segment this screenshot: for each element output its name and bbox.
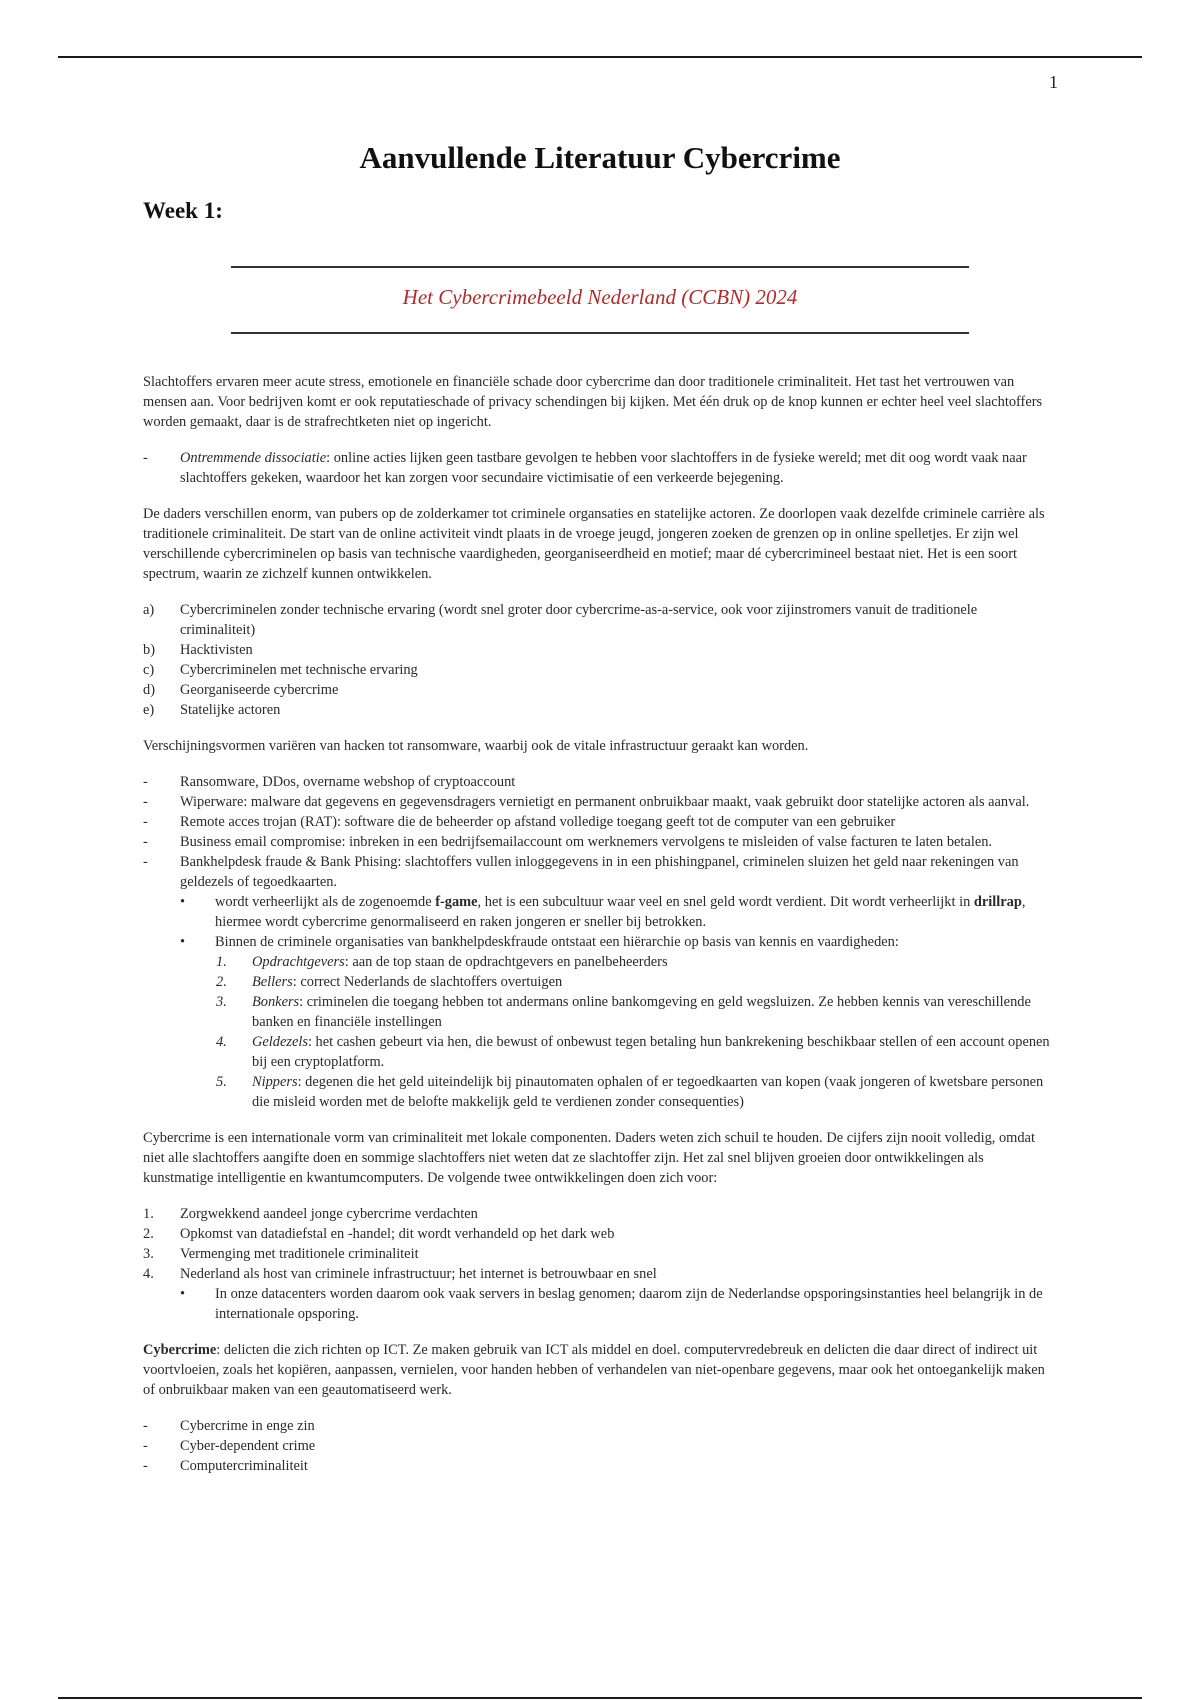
list-marker: 2. <box>143 1226 154 1242</box>
list-item <box>143 852 1055 892</box>
intro-paragraph: Slachtoffers ervaren meer acute stress, emotionele en financiële schade door cybercrime dan door traditionele criminaliteit. Het tast het vertrouwen van mensen aan. Voor bedrijven komt er ook reputatieschade of privacy schendingen bij kijken. Met één druk op de knop kunnen er echter heel veel slachtoffers worden gemaakt, daar is de strafrechtketen niet op ingericht. <box>143 374 1043 430</box>
definition-text: : delicten die zich richten op ICT. Ze maken gebruik van ICT als middel en doel. computervredebreuk en delicten die daar direct of indirect uit voortvloeien, zoals het kopiëren, aanpassen, vernielen, voor handen hebben of verhandelen van niet-openbare gegevens, maar ook het ontoegankelijk maken of onbruikbaar maken van een geautomatiseerd werk. <box>143 1342 1045 1398</box>
footer-rule <box>58 1697 1142 1699</box>
list-marker: 1. <box>143 1206 154 1222</box>
term: Nippers <box>252 1074 298 1090</box>
list-marker: e) <box>143 702 155 718</box>
datacenters-sublist <box>143 1284 1055 1324</box>
list-item <box>143 1204 1055 1224</box>
fgame-text-1: wordt verheerlijkt als de zogenoemde <box>215 894 436 910</box>
term: Opdrachtgevers <box>252 954 345 970</box>
list-item <box>143 932 1055 952</box>
list-marker: c) <box>143 662 155 678</box>
internationaal-paragraph: Cybercrime is een internationale vorm van criminaliteit met lokale componenten. Daders weten zich schuil te houden. De cijfers zijn nooit volledig, omdat niet alle slachtoffers aangifte doen en sommige slachtoffers niet weten dat ze slachtoffer zijn. Het zal snel blijven groeien door ontwikkelingen als kunstmatige intelligentie en kwantumcomputers. De volgende twee ontwikkelingen doen zich voor: <box>143 1130 1035 1186</box>
list-text: : aan de top staan de opdrachtgevers en panelbeheerders <box>344 954 668 970</box>
list-item <box>143 1244 1055 1264</box>
dash-marker: - <box>143 834 148 850</box>
bullet-marker: • <box>180 894 186 910</box>
dash-marker: - <box>143 774 148 790</box>
list-item <box>143 640 1055 660</box>
list-text: : correct Nederlands de slachtoffers overtuigen <box>292 974 563 990</box>
dash-marker: - <box>143 1458 148 1474</box>
bullet-marker: • <box>180 934 186 950</box>
list-text: : degenen die het geld uiteindelijk bij pinautomaten ophalen of er tegoedkaarten van kopen (vaak jongeren of kwetsbare personen die misleid worden met de belofte makkelijk geld te verdienen zonder consequenties) <box>252 1074 1044 1110</box>
list-item <box>143 892 1055 932</box>
document-body <box>143 372 1055 1492</box>
list-marker: b) <box>143 642 155 658</box>
list-text: Zorgwekkend aandeel jonge cybercrime verdachten <box>180 1206 478 1222</box>
list-text: Opkomst van datadiefstal en -handel; dit wordt verhandeld op het dark web <box>180 1226 615 1242</box>
header-rule <box>58 56 1142 58</box>
bullet-marker: • <box>180 1286 186 1302</box>
list-text: Computercriminaliteit <box>180 1458 308 1474</box>
list-item <box>143 1072 1055 1112</box>
list-item <box>143 812 1055 832</box>
fgame-term: f-game <box>435 894 478 910</box>
list-marker: 3. <box>143 1246 154 1262</box>
dash-marker: - <box>143 1418 148 1434</box>
list-marker: 1. <box>216 954 227 970</box>
list-item <box>143 448 1055 488</box>
list-text: Cybercriminelen met technische ervaring <box>180 662 418 678</box>
list-item <box>143 832 1055 852</box>
list-text: : het cashen gebeurt via hen, die bewust of onbewust tegen betaling hun bankrekening beschikbaar stellen of een account openen bij een cryptoplatform. <box>252 1034 1050 1070</box>
list-text: Ransomware, DDos, overname webshop of cryptoaccount <box>180 774 516 790</box>
list-text: Wiperware: malware dat gegevens en gegevensdragers vernietigt en permanent onbruikbaar maakt, vaak gebruikt door statelijke actoren als aanval. <box>180 794 1030 810</box>
subtitle-rule-bottom <box>231 332 969 334</box>
list-marker: 3. <box>216 994 227 1010</box>
vormen-intro-paragraph: Verschijningsvormen variëren van hacken tot ransomware, waarbij ook de vitale infrastructuur geraakt kan worden. <box>143 738 809 754</box>
list-text: Cybercrime in enge zin <box>180 1418 315 1434</box>
term: Ontremmende dissociatie <box>180 450 327 466</box>
list-item <box>143 1284 1055 1324</box>
dash-marker: - <box>143 794 148 810</box>
list-item <box>143 680 1055 700</box>
list-text: Hacktivisten <box>180 642 253 658</box>
definitie-paragraph <box>143 1340 1055 1400</box>
bankhelpdesk-sublist <box>143 892 1055 952</box>
term: Geldezels <box>252 1034 308 1050</box>
list-text: Statelijke actoren <box>180 702 281 718</box>
daders-paragraph: De daders verschillen enorm, van pubers op de zolderkamer tot criminele organsaties en statelijke actoren. Ze doorlopen vaak dezelfde criminele carrière als traditionele criminaliteit. De start van de online activiteit vindt plaats in de vroege jeugd, jongeren zoeken de grenzen op in online spelletjes. Er zijn wel verschillende cybercriminelen op basis van technische vaardigheden, georganiseerdheid en motief; maar dé cybercrimineel bestaat niet. Het is een soort spectrum, waarin ze zichzelf kunnen ontwikkelen. <box>143 506 1045 582</box>
list-marker: 4. <box>143 1266 154 1282</box>
list-item <box>143 772 1055 792</box>
week-heading: Week 1: <box>143 198 223 223</box>
page-number: 1 <box>1049 72 1058 92</box>
dash-marker: - <box>143 450 148 466</box>
verschijningsvormen-list <box>143 772 1055 892</box>
list-text: Georganiseerde cybercrime <box>180 682 339 698</box>
list-marker: d) <box>143 682 155 698</box>
dash-marker: - <box>143 1438 148 1454</box>
termen-list <box>143 1416 1055 1476</box>
list-marker: 4. <box>216 1034 227 1050</box>
list-item <box>143 1264 1055 1284</box>
definition-term: Cybercrime <box>143 1342 217 1358</box>
list-marker: 5. <box>216 1074 227 1090</box>
list-text: Remote acces trojan (RAT): software die de beheerder op afstand volledige toegang geeft tot de computer van een gebruiker <box>180 814 896 830</box>
term: Bellers <box>252 974 293 990</box>
list-item <box>143 1416 1055 1436</box>
fgame-text-2: , het is een subcultuur waar veel en snel geld wordt verdient. Dit wordt verheerlijkt in <box>477 894 974 910</box>
list-item <box>143 992 1055 1032</box>
list-text: Business email compromise: inbreken in een bedrijfsemailaccount om werknemers vervolgens te misleiden of valse facturen te laten betalen. <box>180 834 992 850</box>
dader-types-list <box>143 600 1055 720</box>
list-item <box>143 952 1055 972</box>
list-item <box>143 972 1055 992</box>
subtitle-rule-top <box>231 266 969 268</box>
list-item <box>143 600 1055 640</box>
fgame-text-3: , hiermee wordt cybercrime genormaliseerd en raken jongeren er sneller bij betrokken. <box>215 894 1026 930</box>
drillrap-term: drillrap <box>973 894 1022 910</box>
page-title: Aanvullende Literatuur Cybercrime <box>359 140 841 175</box>
list-marker: a) <box>143 602 155 618</box>
list-text: : criminelen die toegang hebben tot andermans online bankomgeving en geld wegsluizen. Ze hebben kennis van vereschillende banken en financiële instellingen <box>252 994 1031 1030</box>
list-marker: 2. <box>216 974 227 990</box>
list-text: Cyber-dependent crime <box>180 1438 316 1454</box>
list-item <box>143 1456 1055 1476</box>
list-item <box>143 1224 1055 1244</box>
definition-text: : online acties lijken geen tastbare gevolgen te hebben voor slachtoffers in de fysieke wereld; met dit oog wordt vaak naar slachtoffers gekeken, waardoor het kan zorgen voor secundaire victimisatie of een verkeerde bejegening. <box>180 450 1027 486</box>
list-item <box>143 660 1055 680</box>
ontwikkelingen-list <box>143 1204 1055 1284</box>
list-item <box>143 1032 1055 1072</box>
list-text: Vermenging met traditionele criminaliteit <box>180 1246 419 1262</box>
rollen-list <box>143 952 1055 1112</box>
list-item <box>143 1436 1055 1456</box>
section-subtitle: Het Cybercrimebeeld Nederland (CCBN) 2024 <box>402 285 798 309</box>
list-item <box>143 700 1055 720</box>
list-text: Nederland als host van criminele infrastructuur; het internet is betrouwbaar en snel <box>180 1266 657 1282</box>
dissociatie-list <box>143 448 1055 488</box>
hierarchie-text: Binnen de criminele organisaties van bankhelpdeskfraude ontstaat een hiërarchie op basis van kennis en vaardigheden: <box>215 934 899 950</box>
term: Bonkers <box>252 994 300 1010</box>
list-text: Cybercriminelen zonder technische ervaring (wordt snel groter door cybercrime-as-a-service, ook voor zijinstromers vanuit de traditionele criminaliteit) <box>180 602 978 638</box>
list-text: In onze datacenters worden daarom ook vaak servers in beslag genomen; daarom zijn de Nederlandse opsporingsinstanties heel belangrijk in de internationale opsporing. <box>215 1286 1043 1322</box>
dash-marker: - <box>143 814 148 830</box>
dash-marker: - <box>143 854 148 870</box>
list-text: Bankhelpdesk fraude & Bank Phising: slachtoffers vullen inloggegevens in in een phishingpanel, criminelen sluizen het geld naar rekeningen van geldezels of tegoedkaarten. <box>180 854 1019 890</box>
list-item <box>143 792 1055 812</box>
